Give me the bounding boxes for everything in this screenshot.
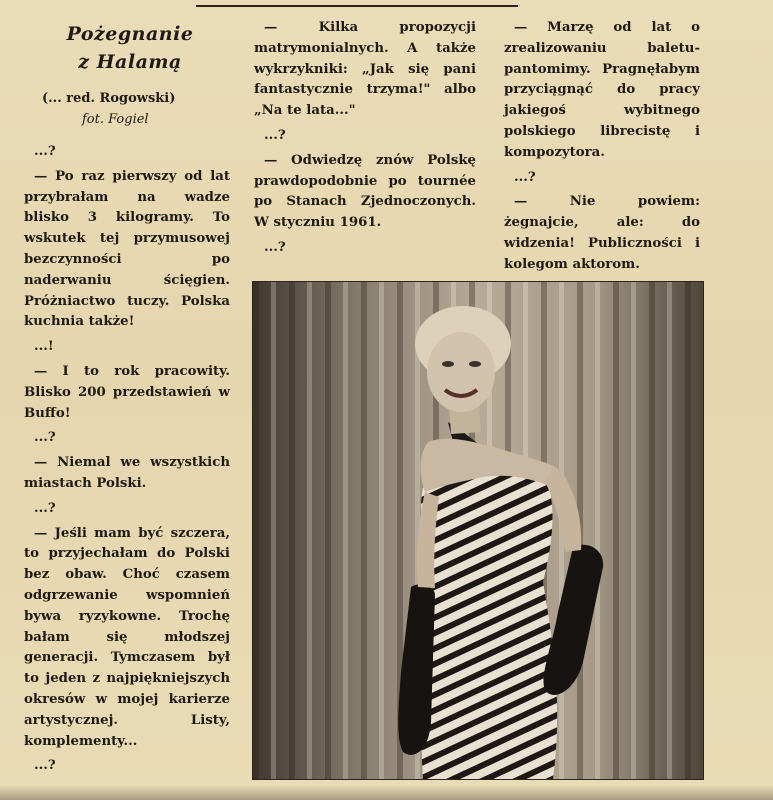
page-edge-shadow: [0, 785, 773, 800]
text-column-1: [24, 138, 230, 781]
question-marker: ...!: [34, 339, 54, 355]
headline-line-2: z Halamą: [78, 51, 182, 73]
text-column-2: [254, 18, 476, 263]
portrait-photo: [252, 281, 704, 780]
headline-line-1: Pożegnanie: [66, 23, 194, 45]
answer-paragraph: — Marzę od lat o zrealizowaniu baletu-pantomimy. Pragnęłabym przyciągnąć do pracy jakiegoś wybitnego polskiego librecistę i kompozytora.: [504, 20, 700, 160]
question-marker: ...?: [264, 127, 286, 143]
question-marker: ...?: [34, 144, 56, 159]
headline: [30, 20, 230, 76]
byline: [24, 88, 230, 130]
question-marker: ...?: [34, 430, 56, 446]
editor-credit: (... red. Rogowski): [42, 91, 176, 106]
answer-paragraph: — Kilka propozycji matrymonialnych. A także wykrzykniki: „Jak się pani fantastycznie trzyma!" albo „Na te lata...": [254, 20, 476, 119]
top-rule: [196, 5, 518, 7]
answer-paragraph: — Niemal we wszystkich miastach Polski.: [24, 455, 230, 491]
photo-credit: fot. Fogiel: [82, 112, 149, 127]
portrait-illustration: [253, 282, 703, 779]
answer-paragraph: — Po raz pierwszy od lat przybrałam na wadze blisko 3 kilogramy. To wskutek tej przymusowej bezczynności po naderwaniu ścięgien. Próżniactwo tuczy. Polska kuchnia także!: [24, 168, 230, 330]
question-marker: ...?: [264, 239, 286, 255]
text-column-3: [504, 18, 700, 276]
answer-paragraph: — Jeśli mam być szczera, to przyjechałam do Polski bez obaw. Choć czasem odgrzewanie wspomnień bywa ryzykowne. Trochę bałam się młodszej generacji. Tymczasem był to jeden z najpiękniejszych okresów w mojej karierze artystycznej. Listy, komplementy...: [24, 525, 230, 749]
answer-paragraph: — I to rok pracowity. Blisko 200 przedstawień w Buffo!: [24, 363, 230, 421]
question-marker: ...?: [514, 169, 536, 185]
question-marker: ...?: [34, 500, 56, 516]
answer-paragraph: — Nie powiem: żegnajcie, ale: do widzenia! Publiczności i kolegom aktorom.: [504, 194, 700, 272]
question-marker: ...?: [34, 758, 56, 774]
answer-paragraph: — Odwiedzę znów Polskę prawdopodobnie po tournée po Stanach Zjednoczonych. W styczniu 1961.: [254, 152, 476, 231]
